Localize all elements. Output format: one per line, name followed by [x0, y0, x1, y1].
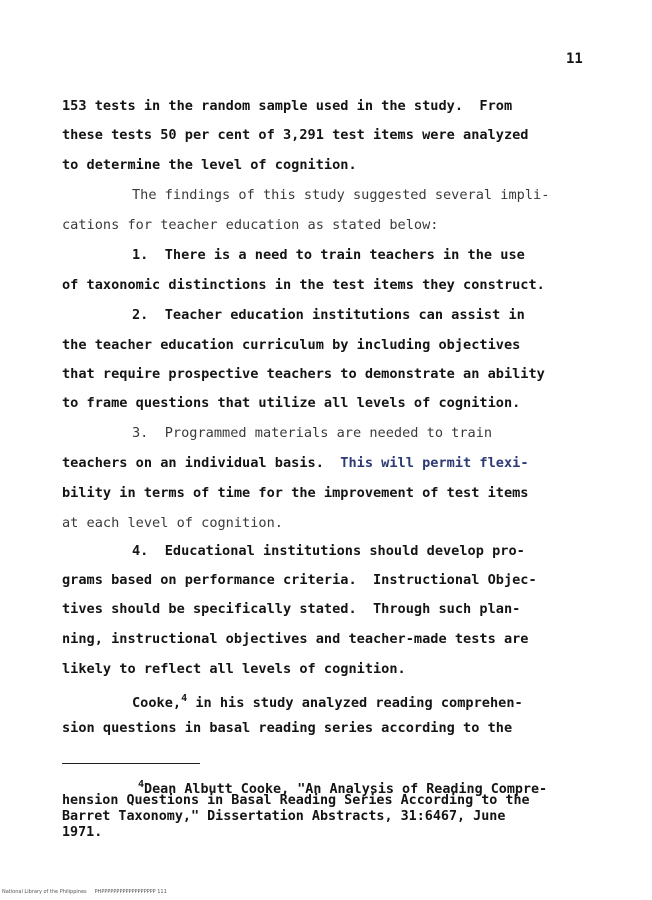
- text-segment: in his study analyzed reading comprehen-: [187, 695, 523, 711]
- scan-footer: National Library of the Philippines PHPPPPPPPPPPPPPPPPPP 111: [2, 889, 167, 895]
- text-line: likely to reflect all levels of cognition.: [62, 661, 406, 677]
- text-line: of taxonomic distinctions in the test items they construct.: [62, 277, 545, 293]
- list-item-2: 2. Teacher education institutions can assist in: [132, 307, 525, 323]
- text-segment: teachers on an individual basis.: [62, 455, 341, 471]
- footnote-text: Dean Albutt Cooke, "An Analysis of Reading Compre-: [144, 782, 548, 797]
- text-line: to determine the level of cognition.: [62, 157, 357, 173]
- text-line: sion questions in basal reading series according to the: [62, 720, 513, 736]
- text-line: ning, instructional objectives and teacher-made tests are: [62, 631, 529, 647]
- footnote-line: hension Questions in Basal Reading Series According to the: [62, 793, 530, 808]
- footnote-divider: [62, 763, 200, 764]
- footnote-reference: 4: [181, 693, 188, 704]
- text-line: 153 tests in the random sample used in the study. From: [62, 98, 513, 114]
- text-line: bility in terms of time for the improvement of test items: [62, 485, 529, 501]
- text-line: at each level of cognition.: [62, 515, 283, 531]
- text-line: grams based on performance criteria. Instructional Objec-: [62, 572, 537, 588]
- text-line: the teacher education curriculum by including objectives: [62, 337, 521, 353]
- text-line: cations for teacher education as stated below:: [62, 217, 439, 233]
- text-line: these tests 50 per cent of 3,291 test items were analyzed: [62, 127, 529, 143]
- text-line: that require prospective teachers to demonstrate an ability: [62, 366, 545, 382]
- text-segment: Cooke,: [132, 695, 182, 711]
- footnote-marker: 4: [138, 779, 145, 790]
- text-line: to frame questions that utilize all levels of cognition.: [62, 395, 521, 411]
- list-item-4: 4. Educational institutions should develop pro-: [132, 543, 525, 559]
- text-segment-blue: This will permit flexi-: [340, 455, 529, 471]
- footnote-line: Barret Taxonomy," Dissertation Abstracts, 31:6467, June: [62, 809, 506, 824]
- text-line: [62, 454, 529, 472]
- text-line: The findings of this study suggested several impli-: [132, 187, 550, 203]
- list-item-1: 1. There is a need to train teachers in the use: [132, 247, 525, 263]
- text-line: [132, 690, 523, 712]
- text-line: tives should be specifically stated. Through such plan-: [62, 601, 521, 617]
- list-item-3: 3. Programmed materials are needed to train: [132, 425, 493, 441]
- page-number: 11: [566, 51, 583, 67]
- footnote-line: 1971.: [62, 825, 103, 840]
